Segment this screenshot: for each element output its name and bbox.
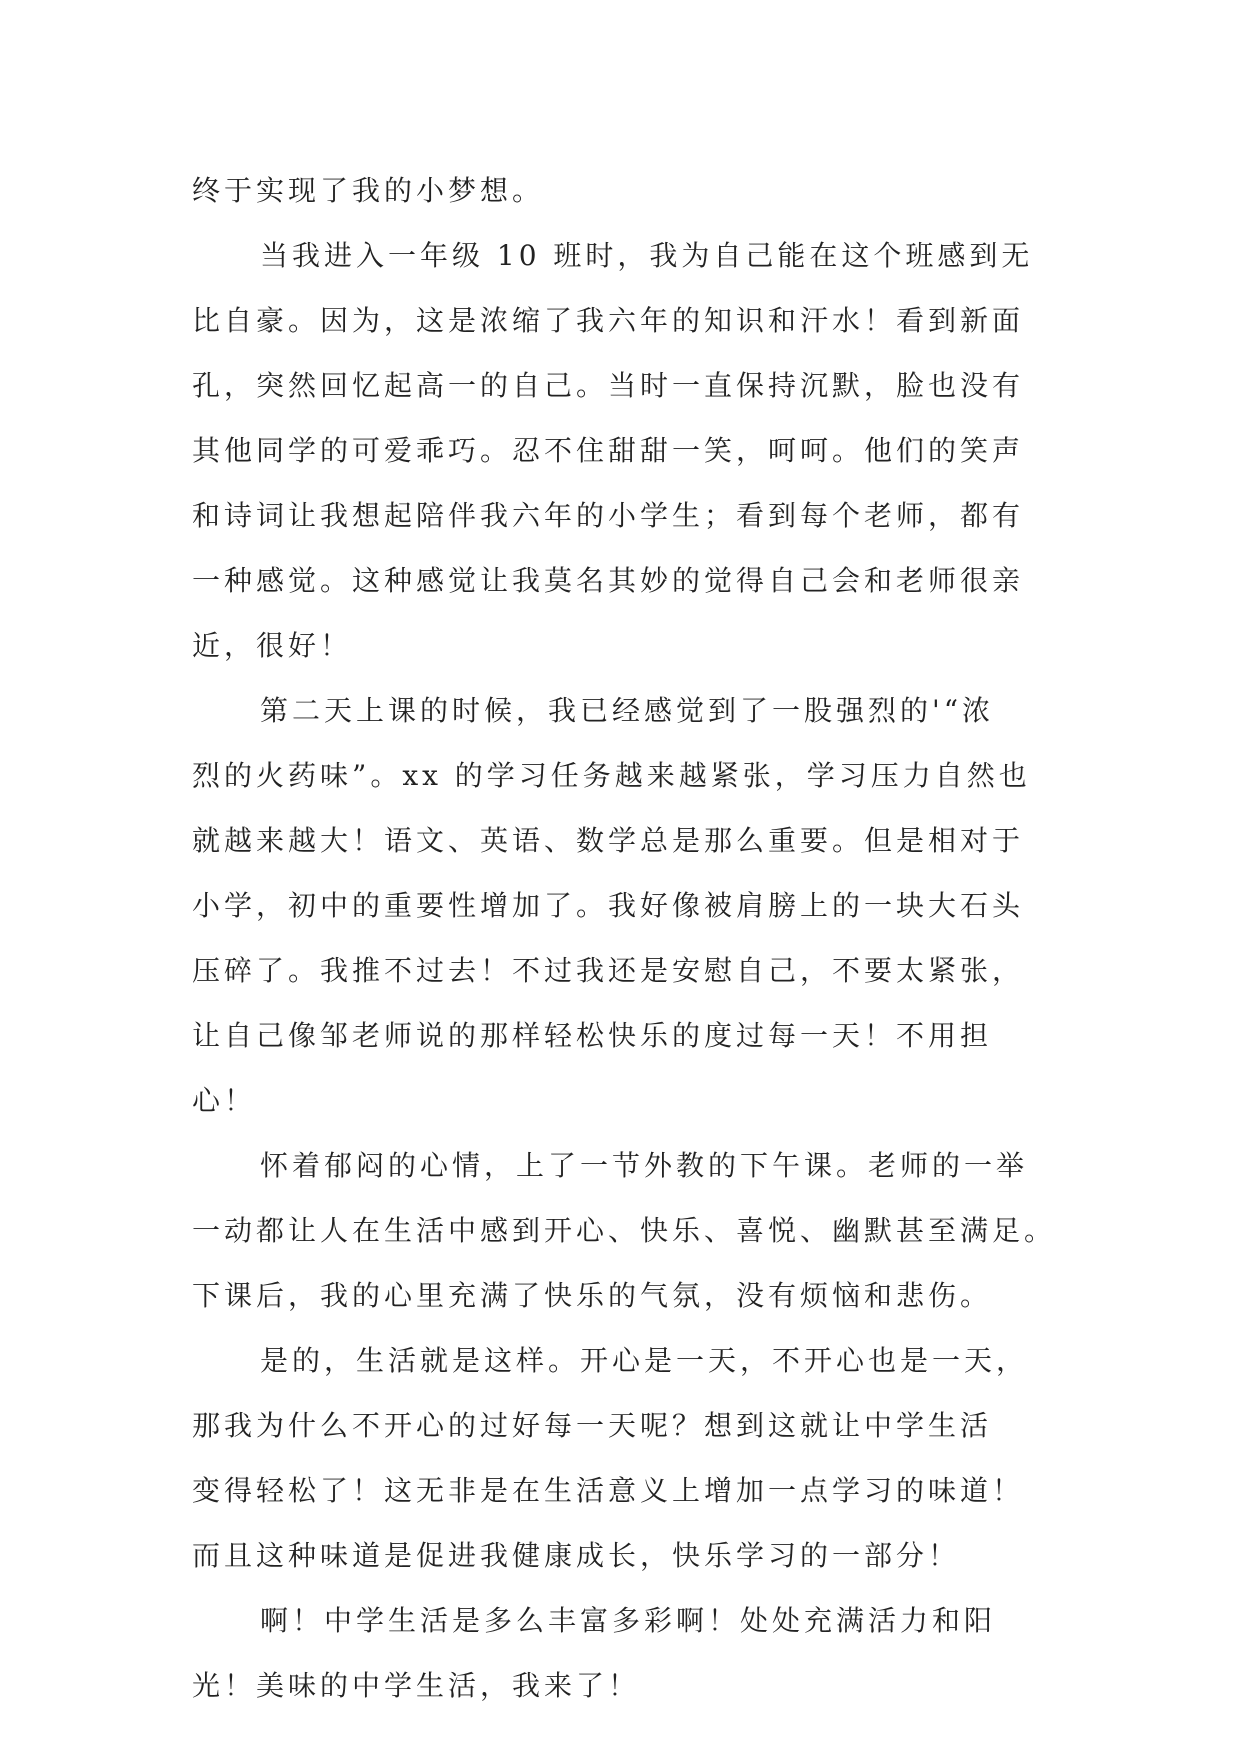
text-line: 而且这种味道是促进我健康成长，快乐学习的一部分！ [192, 1539, 961, 1572]
text-line: 让自己像邹老师说的那样轻松快乐的度过每一天！不用担 [192, 1019, 993, 1052]
text-line: 那我为什么不开心的过好每一天呢？想到这就让中学生活 [192, 1409, 993, 1442]
text-line: 光！美味的中学生活，我来了！ [192, 1669, 641, 1702]
text-line: 就越来越大！语文、英语、数学总是那么重要。但是相对于 [192, 824, 1025, 857]
text-line: 烈的火药味”。xx 的学习任务越来越紧张，学习压力自然也 [192, 759, 1031, 792]
document-body [192, 158, 1057, 1718]
text-line: 下课后，我的心里充满了快乐的气氛，没有烦恼和悲伤。 [192, 1279, 993, 1312]
text-line: 小学，初中的重要性增加了。我好像被肩膀上的一块大石头 [192, 889, 1025, 922]
text-line: 终于实现了我的小梦想。 [192, 174, 545, 207]
text-line: 啊！中学生活是多么丰富多彩啊！处处充满活力和阳 [260, 1604, 997, 1637]
text-line: 近，很好！ [192, 629, 353, 662]
text-line: 压碎了。我推不过去！不过我还是安慰自己，不要太紧张， [192, 954, 1025, 987]
text-line: 孔，突然回忆起高一的自己。当时一直保持沉默，脸也没有 [192, 369, 1025, 402]
text-line: 一动都让人在生活中感到开心、快乐、喜悦、幽默甚至满足。 [192, 1214, 1057, 1247]
text-line: 第二天上课的时候，我已经感觉到了一股强烈的'“浓 [260, 694, 995, 727]
text-line: 和诗词让我想起陪伴我六年的小学生；看到每个老师，都有 [192, 499, 1025, 532]
text-line: 比自豪。因为，这是浓缩了我六年的知识和汗水！看到新面 [192, 304, 1025, 337]
text-line: 一种感觉。这种感觉让我莫名其妙的觉得自己会和老师很亲 [192, 564, 1025, 597]
text-line: 心！ [192, 1084, 257, 1117]
text-line: 当我进入一年级 10 班时，我为自己能在这个班感到无 [260, 239, 1034, 272]
text-line: 其他同学的可爱乖巧。忍不住甜甜一笑，呵呵。他们的笑声 [192, 434, 1025, 467]
text-line: 变得轻松了！这无非是在生活意义上增加一点学习的味道！ [192, 1474, 1025, 1507]
text-line: 是的，生活就是这样。开心是一天，不开心也是一天， [260, 1344, 1029, 1377]
text-line: 怀着郁闷的心情，上了一节外教的下午课。老师的一举 [260, 1149, 1029, 1182]
